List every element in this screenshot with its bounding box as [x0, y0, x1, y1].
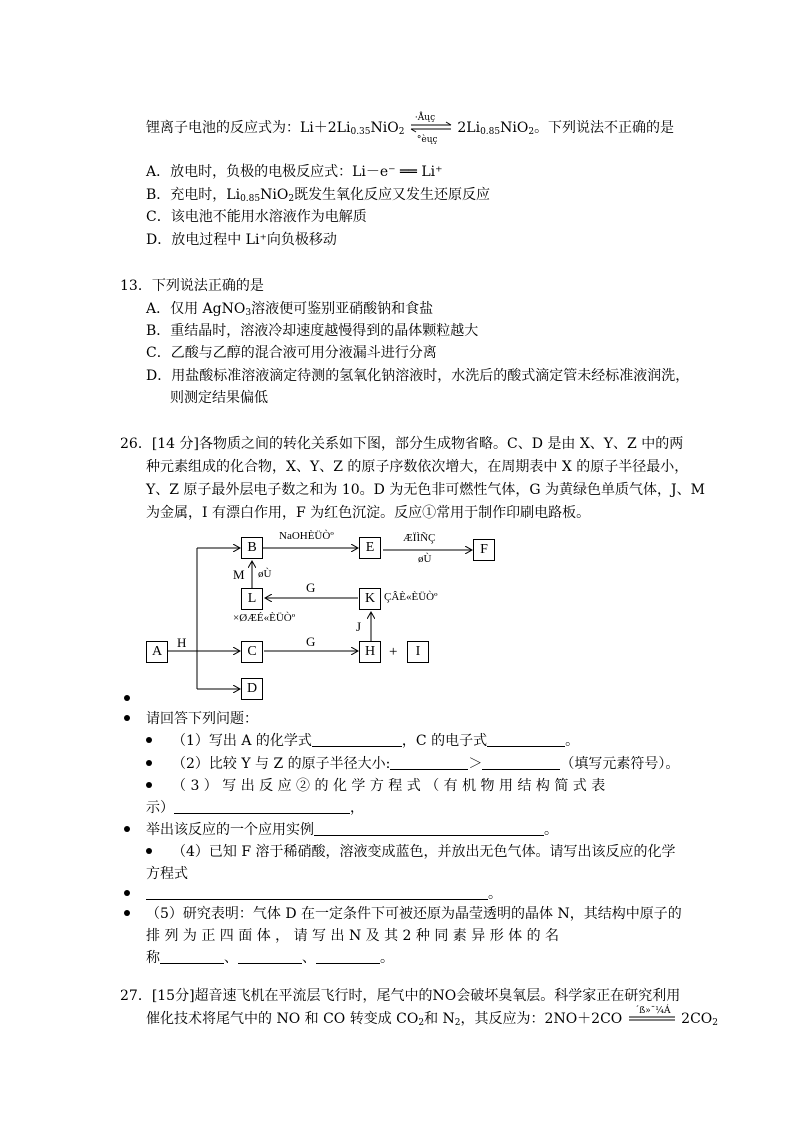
battery-equation: 锂离子电池的反应式为：$Li+2Li_{0.35}NiO_2$ ·Åųç °èųç $2Li_{0.85}NiO_2$。下列说法不正确的是	[146, 113, 675, 145]
node-l: L	[241, 588, 263, 610]
blank-f-nitric-equation[interactable]	[146, 885, 488, 900]
label-l-color: ×ØÆÉ«ÈÜÒº	[233, 612, 296, 624]
plus-sign: +	[389, 644, 398, 660]
q13-option-a: A．仅用 AgNO$_3$溶液便可鉴别亚硝酸钠和食盐	[146, 301, 434, 318]
bullet	[146, 782, 152, 788]
blank-allotrope-2[interactable]	[238, 949, 302, 964]
bullet	[124, 910, 130, 916]
blank-allotrope-3[interactable]	[316, 949, 380, 964]
label-j: J	[356, 619, 362, 634]
q13-option-b: B．重结晶时，溶液冷却速度越慢得到的晶体颗粒越大	[146, 323, 479, 339]
catalyst-arrow-icon: ´ß»¯¼Á	[634, 1006, 671, 1016]
reversible-arrow-icon: ·Åųç °èųç	[409, 118, 453, 136]
q13-option-d: D．用盐酸标准溶液滴定待测的氢氧化钠溶液时，水洗后的酸式滴定管未经标准液润洗，	[146, 368, 690, 384]
answer-application: 举出该反应的一个应用实例 。	[146, 822, 558, 838]
answer-part-3-line1: （ 3 ） 写 出 反 应 ② 的 化 学 方 程 式 （ 有 机 物 用 结 构 简 式 表	[172, 778, 606, 794]
q27-stem-line2: 催化技术将尾气中的 NO 和 CO 转变成 $CO_2$和 $N_2$，其反应为：2NO＋2CO ´ß»¯¼Á $2CO_2$	[146, 1006, 719, 1028]
q27-stem-line1: 27．[15分]超音速飞机在平流层飞行时，尾气中的NO会破坏臭氧层。科学家正在研究利用	[120, 988, 681, 1004]
node-f: F	[473, 539, 495, 561]
blank-application-example[interactable]	[314, 821, 544, 836]
bullet	[124, 715, 130, 721]
blank-y-radius[interactable]	[390, 755, 468, 770]
node-h: H	[359, 641, 381, 663]
node-i: I	[407, 641, 429, 663]
blank-reaction-2-equation[interactable]	[174, 799, 350, 814]
answers-intro: 请回答下列问题：	[146, 711, 258, 727]
answer-part-4-line1: （4）已知 F 溶于稀硝酸，溶液变成蓝色，并放出无色气体。请写出该反应的化学	[172, 844, 676, 860]
answer-part-1: （1）写出 A 的化学式 ，C 的电子式 。	[172, 733, 580, 749]
node-d: D	[241, 678, 263, 700]
label-g-k-l: G	[306, 580, 316, 595]
q12-option-a: A．放电时，负极的电极反应式：Li－e⁻ ══ Li⁺	[146, 164, 443, 180]
q12-option-b: B．充电时，$Li_{0.85}NiO_2$既发生氧化反应又发生还原反应	[146, 187, 491, 204]
node-b: B	[241, 537, 263, 559]
label-l-b: øÙ	[258, 568, 272, 580]
q26-stem-line2: 种元素组成的化合物，X、Y、Z 的原子序数依次增大，在周期表中 X 的原子半径最小，	[146, 459, 689, 475]
q13-stem: 13．下列说法正确的是	[120, 278, 264, 294]
bullet	[124, 695, 130, 701]
node-c: C	[241, 641, 263, 663]
bullet	[146, 760, 152, 766]
blank-allotrope-1[interactable]	[160, 949, 224, 964]
answer-part-5-line1: （5）研究表明：气体 D 在一定条件下可被还原为晶莹透明的晶体 N，其结构中原子的	[146, 906, 682, 922]
blank-c-electron-formula[interactable]	[487, 732, 565, 747]
label-k-color: ÇÂÈ«ÈÜÒº	[384, 591, 438, 603]
label-b-e: NaOHÈÜÒº	[279, 530, 334, 542]
blank-z-radius[interactable]	[482, 755, 560, 770]
label-m: M	[233, 567, 245, 582]
label-e-f-bottom: øÙ	[418, 553, 432, 565]
q26-stem-line4: 为金属，I 有漂白作用，F 为红色沉淀。反应①常用于制作印刷电路板。	[146, 505, 591, 521]
q12-option-d: D．放电过程中 Li⁺向负极移动	[146, 232, 337, 248]
bullet	[146, 848, 152, 854]
label-g-c-h: G	[306, 634, 316, 649]
answer-part-2: （2）比较 Y 与 Z 的原子半径大小: ＞ （填写元素符号）。	[172, 756, 680, 772]
node-e: E	[359, 537, 381, 559]
node-k: K	[359, 588, 381, 610]
answer-part-4-blank: 。	[146, 884, 502, 904]
battery-intro: 锂离子电池的反应式为：	[146, 120, 300, 136]
q26-stem-line1: 26．[14 分]各物质之间的转化关系如下图，部分生成物省略。C、D 是由 X、Y、Z 中的两	[120, 436, 684, 452]
bullet	[146, 737, 152, 743]
node-a: A	[146, 641, 168, 663]
q12-option-c: C．该电池不能用水溶液作为电解质	[146, 209, 367, 225]
q13-option-c: C．乙酸与乙醇的混合液可用分液漏斗进行分离	[146, 345, 437, 361]
label-e-f-top: ÆÏÌÑÇ	[403, 532, 436, 544]
blank-a-formula[interactable]	[312, 732, 402, 747]
bullet	[124, 826, 130, 832]
answer-part-3-line2: 示） ，	[146, 800, 364, 816]
answer-part-5-line3: 称 、 、 。	[146, 950, 394, 966]
bullet	[124, 890, 130, 896]
answer-part-5-line2: 排 列 为 正 四 面 体 ， 请 写 出 N 及 其 2 种 同 素 异 形 体 的 名	[146, 928, 560, 944]
label-h-reagent: H	[177, 635, 187, 650]
q13-option-d-cont: 则测定结果偏低	[170, 390, 268, 406]
q26-stem-line3: Y、Z 原子最外层电子数之和为 10。D 为无色非可燃性气体，G 为黄绿色单质气体，J、M	[146, 482, 705, 498]
answer-part-4-line2: 方程式	[146, 866, 188, 882]
